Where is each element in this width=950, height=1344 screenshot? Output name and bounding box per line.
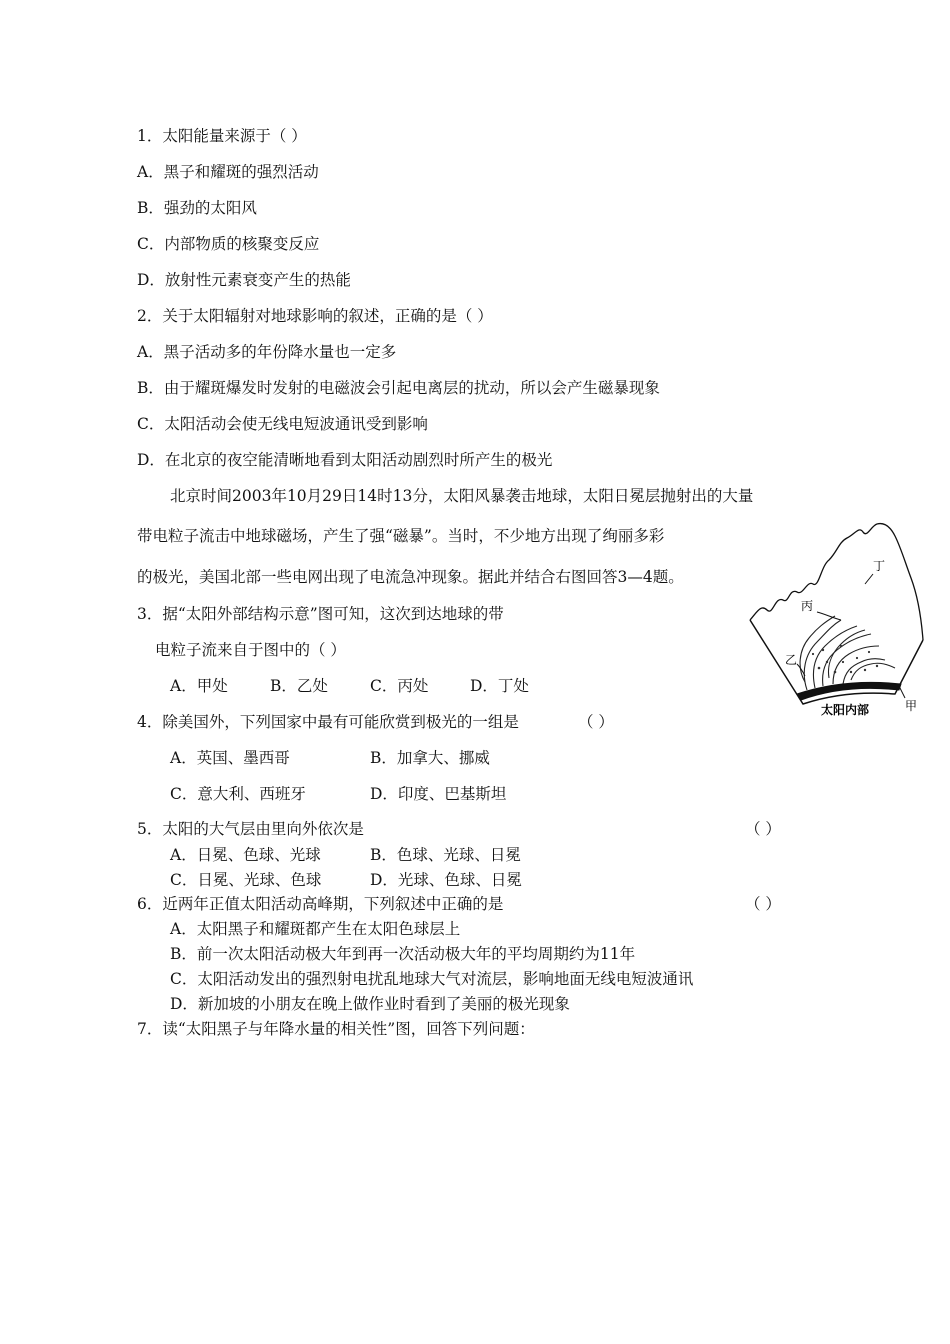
figure-label-jia: 甲: [905, 699, 918, 713]
q2-stem: 2．关于太阳辐射对地球影响的叙述，正确的是（ ）: [137, 307, 493, 325]
q6-stem: 6．近两年正值太阳活动高峰期，下列叙述中正确的是: [137, 895, 504, 913]
passage-line-2: 带电粒子流击中地球磁场，产生了强“磁暴”。当时，不少地方出现了绚丽多彩: [137, 527, 665, 545]
q4-option-c: C．意大利、西班牙: [170, 785, 306, 803]
q1-option-b: B．强劲的太阳风: [137, 199, 257, 217]
q5-option-a: A．日冕、色球、光球: [170, 846, 321, 864]
q4-option-b: B．加拿大、挪威: [370, 749, 490, 767]
figure-label-ding: 丁: [873, 559, 886, 573]
q3-option-a: A．甲处: [170, 677, 228, 695]
q1-option-d: D．放射性元素衰变产生的热能: [137, 271, 351, 289]
q2-option-a: A．黑子活动多的年份降水量也一定多: [137, 343, 397, 361]
q4-answer-paren: （ ）: [578, 713, 614, 731]
q6-option-a: A．太阳黑子和耀斑都产生在太阳色球层上: [170, 920, 461, 938]
q6-answer-paren: （ ）: [745, 895, 781, 913]
q5-option-d: D．光球、色球、日冕: [370, 871, 522, 889]
q6-option-c: C．太阳活动发出的强烈射电扰乱地球大气对流层，影响地面无线电短波通讯: [170, 970, 694, 988]
sun-structure-diagram: [745, 522, 930, 722]
q2-option-b: B．由于耀斑爆发时发射的电磁波会引起电离层的扰动，所以会产生磁暴现象: [137, 379, 660, 397]
q2-option-c: C．太阳活动会使无线电短波通讯受到影响: [137, 415, 428, 433]
q1-option-a: A．黑子和耀斑的强烈活动: [137, 163, 319, 181]
passage-line-1: 北京时间2003年10月29日14时13分，太阳风暴袭击地球，太阳日冕层抛射出的大量: [170, 487, 754, 505]
q5-option-c: C．日冕、光球、色球: [170, 871, 322, 889]
figure-label-yi: 乙: [785, 653, 798, 667]
figure-photosphere-band: [797, 682, 901, 700]
q3-option-c: C．丙处: [370, 677, 429, 695]
q3-option-d: D．丁处: [470, 677, 529, 695]
q4-option-d: D．印度、巴基斯坦: [370, 785, 507, 803]
q4-option-a: A．英国、墨西哥: [170, 749, 290, 767]
q6-option-d: D．新加坡的小朋友在晚上做作业时看到了美丽的极光现象: [170, 995, 570, 1013]
q1-option-c: C．内部物质的核聚变反应: [137, 235, 320, 253]
q5-stem: 5．太阳的大气层由里向外依次是: [137, 820, 364, 838]
q3-stem-line-2: 电粒子流来自于图中的（ ）: [155, 641, 346, 659]
q2-option-d: D．在北京的夜空能清晰地看到太阳活动剧烈时所产生的极光: [137, 451, 553, 469]
q5-option-b: B．色球、光球、日冕: [370, 846, 521, 864]
figure-label-core: 太阳内部: [821, 703, 870, 717]
passage-line-3: 的极光，美国北部一些电网出现了电流急冲现象。据此并结合右图回答3—4题。: [137, 568, 684, 586]
q7-stem: 7．读“太阳黑子与年降水量的相关性”图，回答下列问题：: [137, 1020, 535, 1038]
q6-option-b: B．前一次太阳活动极大年到再一次活动极大年的平均周期约为11年: [170, 945, 636, 963]
q1-stem: 1．太阳能量来源于（ ）: [137, 127, 307, 145]
figure-chromosphere: [800, 616, 895, 690]
q5-answer-paren: （ ）: [745, 820, 781, 838]
figure-label-bing: 丙: [801, 599, 814, 613]
q3-stem-line-1: 3．据“太阳外部结构示意”图可知，这次到达地球的带: [137, 605, 504, 623]
q3-option-b: B．乙处: [270, 677, 328, 695]
q4-stem: 4．除美国外，下列国家中最有可能欣赏到极光的一组是: [137, 713, 519, 731]
